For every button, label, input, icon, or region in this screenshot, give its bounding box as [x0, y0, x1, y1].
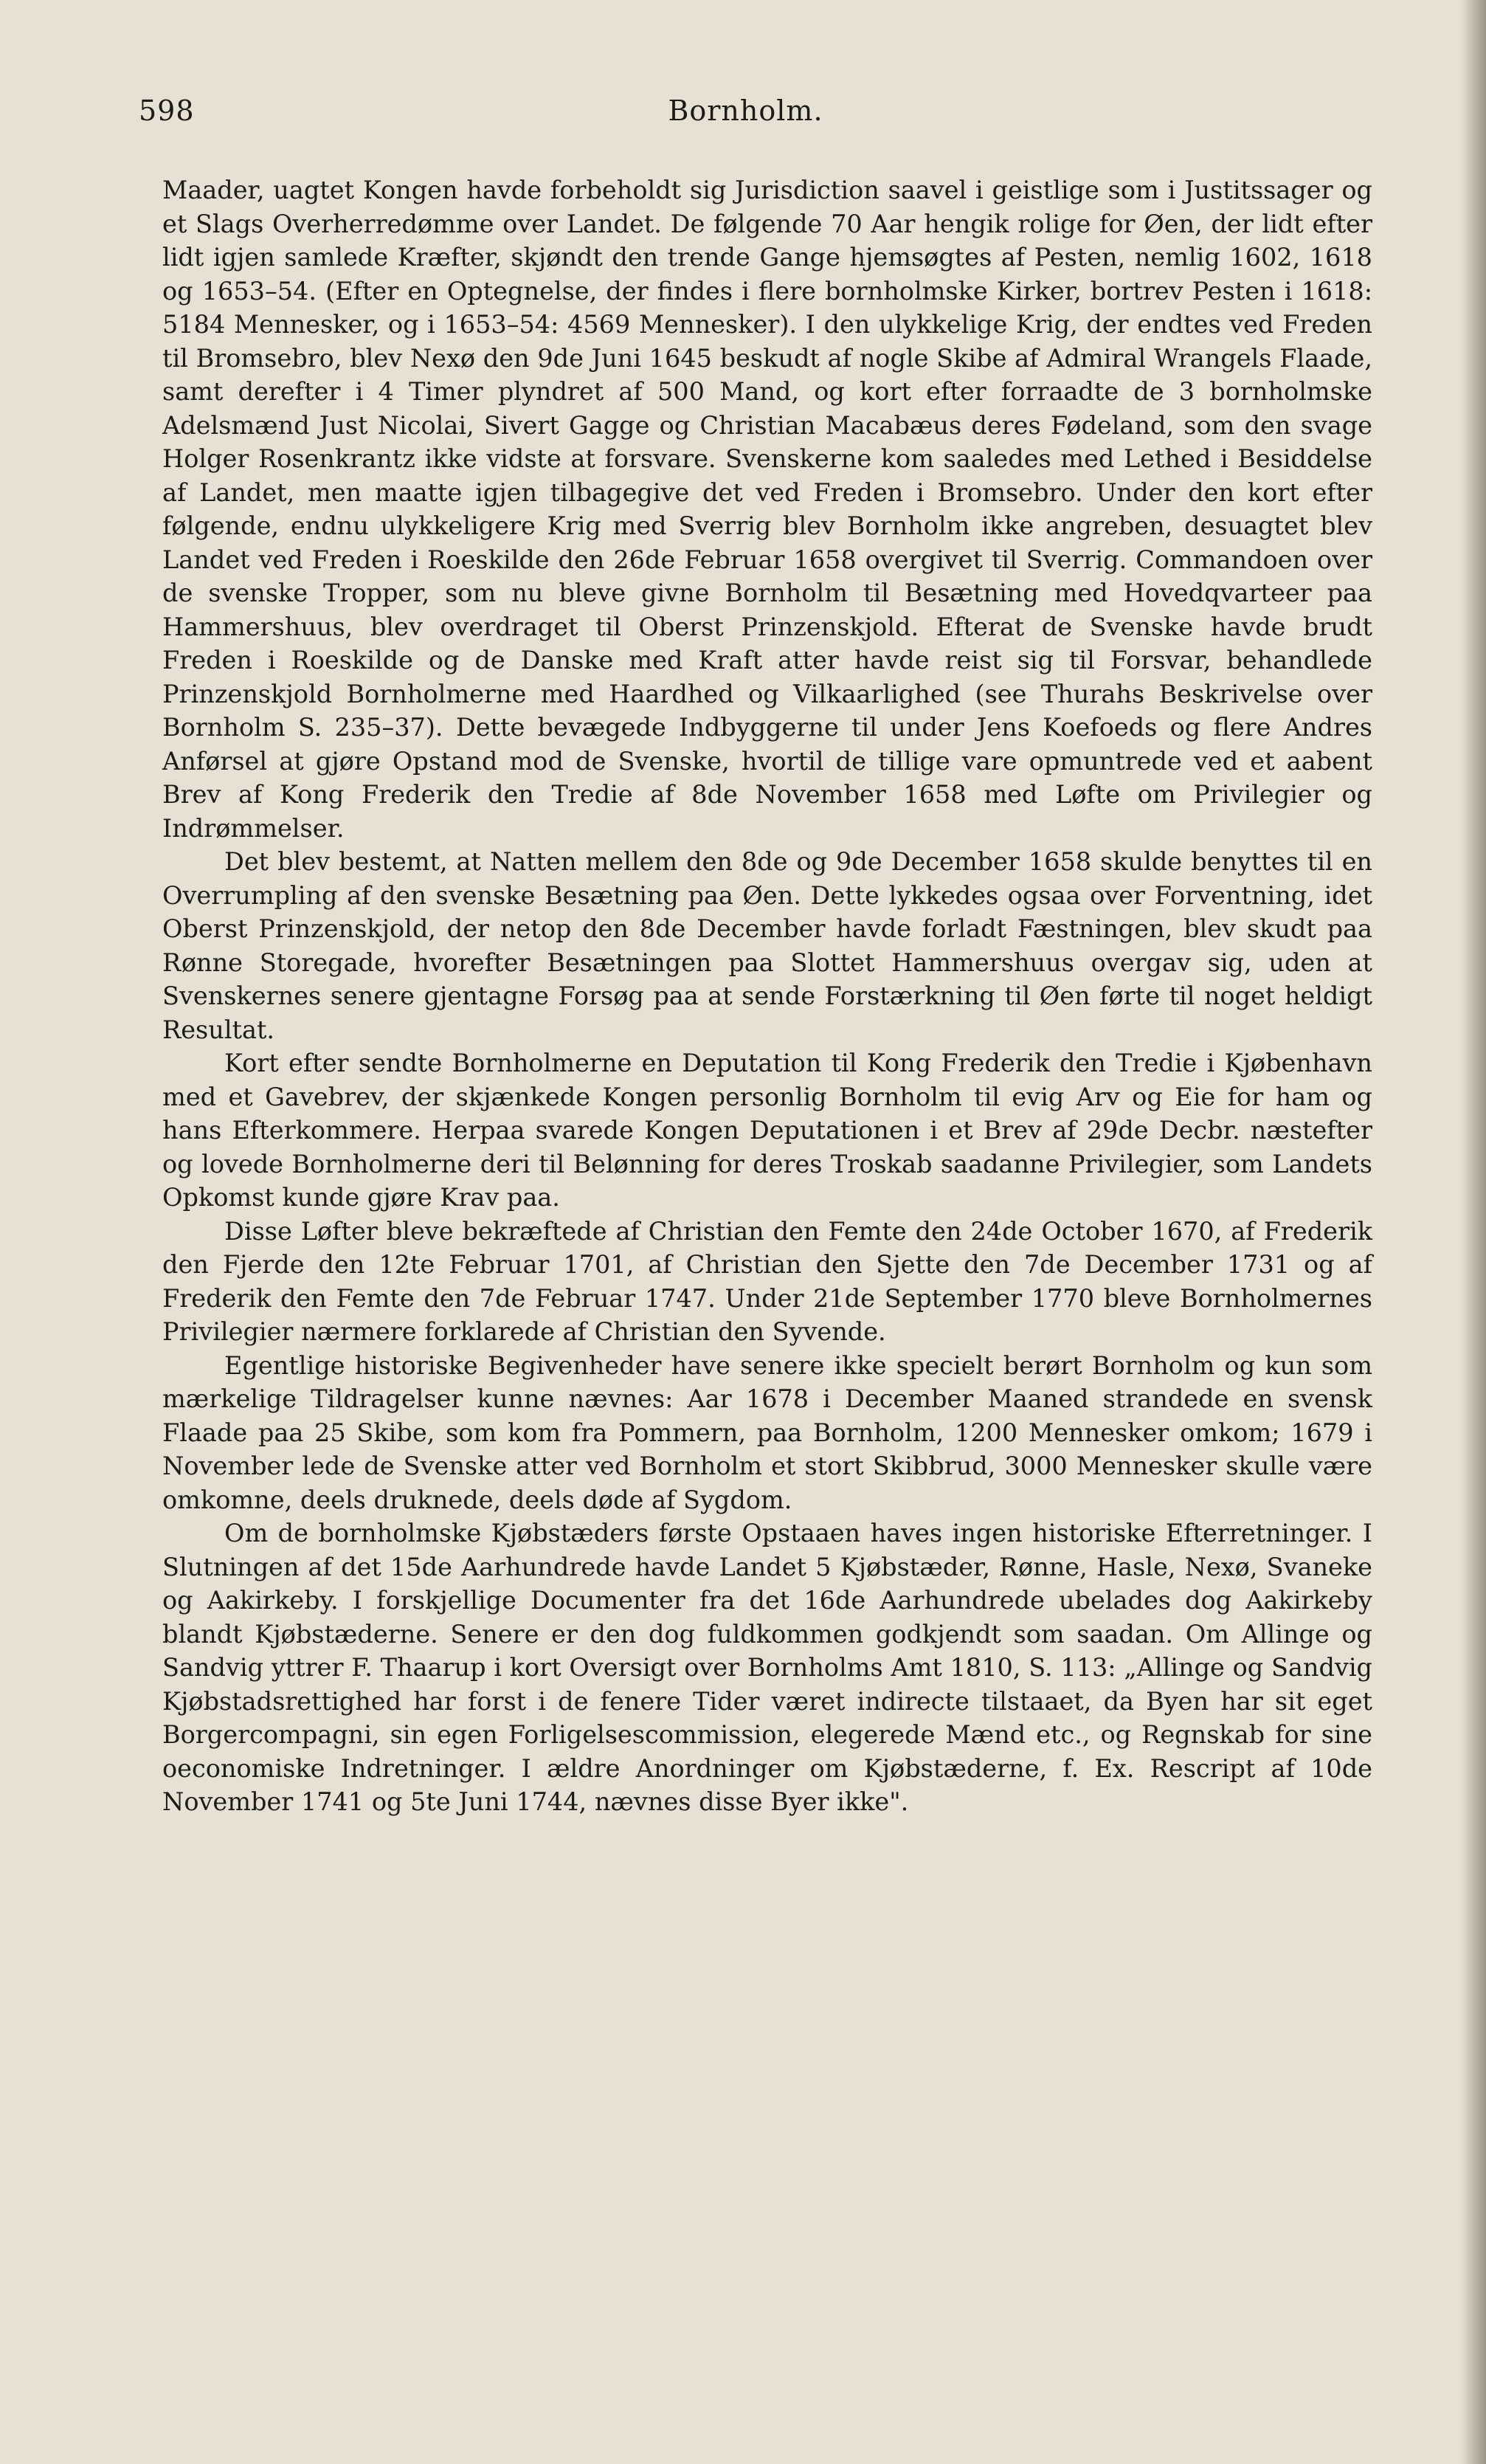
paragraph-market-towns: Om de bornholmske Kjøbstæders første Opstaaen haves ingen historiske Efterretninger. I Slutningen af det 15de Aarhundrede havde Landet 5 Kjøbstæder, Rønne, Hasle, Nexø, Svaneke og Aakirkeby. I forskjellige Documenter fra det 16de Aarhundrede ubelades dog Aakirkeby blandt Kjøbstæderne. Senere er den dog fuldkommen godkjendt som saadan. Om Allinge og Sandvig yttrer F. Thaarup i kort Oversigt over Bornholms Amt 1810, S. 113: „Allinge og Sandvig Kjøbstadsrettighed har forst i de fenere Tider været indirecte tilstaaet, da Byen har sit eget Borgercompagni, sin egen Forligelsescommission, elegerede Mænd etc., og Regnskab for sine oeconomiske Indretninger. I ældre Anordninger om Kjøbstæderne, f. Ex. Rescript af 10de November 1741 og 5te Juni 1744, nævnes disse Byer ikke". — [162, 1519, 1372, 1816]
page-header — [139, 94, 1352, 139]
running-title: Bornholm. — [668, 94, 823, 127]
body-text — [162, 173, 1372, 1819]
paragraph-historical-events: Egentlige historiske Begivenheder have senere ikke specielt berørt Bornholm og kun som mærkelige Tildragelser kunne nævnes: Aar 1678 i December Maaned strandede en svensk Flaade paa 25 Skibe, som kom fra Pommern, paa Bornholm, 1200 Mennesker omkom; 1679 i November lede de Svenske atter ved Bornholm et stort Skibbrud, 3000 Mennesker skulle være omkomne, deels druknede, deels døde af Sygdom. — [162, 1350, 1372, 1514]
paragraph-deputation: Kort efter sendte Bornholmerne en Deputation til Kong Frederik den Tredie i Kjøbenhavn med et Gavebrev, der skjænkede Kongen personlig Bornholm til evig Arv og Eie for ham og hans Efterkommere. Herpaa svarede Kongen Deputationen i et Brev af 29de Decbr. næstefter og lovede Bornholmerne deri til Belønning for deres Troskab saadanne Privilegier, som Landets Opkomst kunde gjøre Krav paa. — [162, 1049, 1372, 1212]
paragraph-overrumpling: Det blev bestemt, at Natten mellem den 8de og 9de December 1658 skulde benyttes til en Overrumpling af den svenske Besætning paa Øen. Dette lykkedes ogsaa over Forventning, idet Oberst Prinzenskjold, der netop den 8de December havde forladt Fæstningen, blev skudt paa Rønne Storegade, hvorefter Besætningen paa Slottet Hammershuus overgav sig, uden at Svenskernes senere gjentagne Forsøg paa at sende Forstærkning til Øen førte til noget heldigt Resultat. — [162, 847, 1372, 1044]
paragraph-privileges-confirmed: Disse Løfter bleve bekræftede af Christian den Femte den 24de October 1670, af Frederik den Fjerde den 12te Februar 1701, af Christian den Sjette den 7de December 1731 og af Frederik den Femte den 7de Februar 1747. Under 21de September 1770 bleve Bornholmernes Privilegier nærmere forklarede af Christian den Syvende. — [162, 1216, 1372, 1346]
paragraph-history-pest-wars: Maader, uagtet Kongen havde forbeholdt sig Jurisdiction saavel i geistlige som i Justitssager og et Slags Overherredømme over Landet. De følgende 70 Aar hengik rolige for Øen, der lidt efter lidt igjen samlede Kræfter, skjøndt den trende Gange hjemsøgtes af Pesten, nemlig 1602, 1618 og 1653–54. (Efter en Optegnelse, der findes i flere bornholmske Kirker, bortrev Pesten i 1618: 5184 Mennesker, og i 1653–54: 4569 Mennesker). I den ulykkelige Krig, der endtes ved Freden til Bromsebro, blev Nexø den 9de Juni 1645 beskudt af nogle Skibe af Admiral Wrangels Flaade, samt derefter i 4 Timer plyndret af 500 Mand, og kort efter forraadte de 3 bornholmske Adelsmænd Just Nicolai, Sivert Gagge og Christian Macabæus deres Fødeland, som den svage Holger Rosenkrantz ikke vidste at forsvare. Svenskerne kom saaledes med Lethed i Besiddelse af Landet, men maatte igjen tilbagegive det ved Freden i Bromsebro. Under den kort efter følgende, endnu ulykkeligere Krig med Sverrig blev Bornholm ikke angreben, desuagtet blev Landet ved Freden i Roeskilde den 26de Februar 1658 overgivet til Sverrig. Commandoen over de svenske Tropper, som nu bleve givne Bornholm til Besætning med Hovedqvarteer paa Hammershuus, blev overdraget til Oberst Prinzenskjold. Efterat de Svenske havde brudt Freden i Roeskilde og de Danske med Kraft atter havde reist sig til Forsvar, behandlede Prinzenskjold Bornholmerne med Haardhed og Vilkaarlighed (see Thurahs Beskrivelse over Bornholm S. 235–37). Dette bevægede Indbyggerne til under Jens Koefoeds og flere Andres Anførsel at gjøre Opstand mod de Svenske, hvortil de tillige vare opmuntrede ved et aabent Brev af Kong Frederik den Tredie af 8de November 1658 med Løfte om Privilegier og Indrømmelser. — [162, 176, 1372, 843]
page-edge-shadow — [1461, 0, 1486, 2464]
page-number: 598 — [139, 94, 195, 127]
